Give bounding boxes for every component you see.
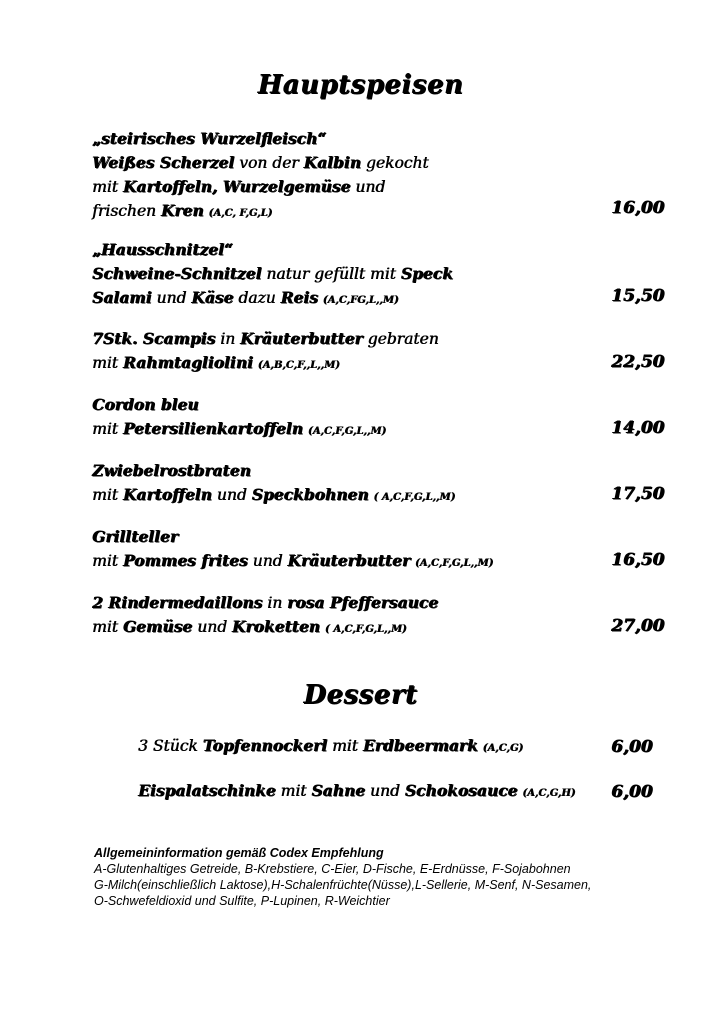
dish-text-segment: mit: [92, 552, 123, 570]
dish-line: [92, 286, 672, 312]
dish-text-segment: Salami: [92, 288, 152, 307]
allergen-info-line: G-Milch(einschließlich Laktose),H-Schalenfrüchte(Nüsse),L-Sellerie, M-Senf, N-Sesamen,: [94, 878, 592, 892]
dish-text-segment: mit: [92, 420, 123, 438]
dish-text-segment: gebraten: [362, 330, 439, 348]
dish-text-segment: 7Stk. Scampis: [92, 329, 216, 348]
dish-text-segment: in: [262, 594, 288, 612]
dish-text-segment: und: [364, 782, 405, 800]
dish-text-segment: Kartoffeln, Wurzelgemüse: [122, 177, 351, 196]
dish-item: [92, 327, 672, 377]
dish-text-segment: Zwiebelrostbraten: [92, 461, 251, 480]
allergen-info: [94, 845, 694, 909]
dish-text-segment: Speck: [400, 264, 453, 283]
dish-text-segment: in: [215, 330, 240, 348]
dish-text-segment: Kren: [160, 201, 204, 220]
dish-text-segment: Schweine-Schnitzel: [92, 264, 262, 283]
dish-item: [92, 525, 672, 575]
dish-line: [92, 175, 672, 199]
dish-text-segment: Pommes frites: [122, 551, 248, 570]
dish-price: 16,50: [611, 550, 665, 570]
dish-text-segment: Reis: [280, 288, 318, 307]
dessert-price: 6,00: [611, 737, 653, 757]
dish-text-segment: mit: [327, 737, 363, 755]
dish-item: [92, 127, 672, 225]
dish-line: [92, 351, 672, 377]
dish-text-segment: dazu: [233, 289, 281, 307]
dish-line: [92, 615, 672, 641]
dish-text-segment: Gemüse: [122, 617, 193, 636]
dish-line: [92, 417, 672, 443]
dish-text-segment: Käse: [191, 288, 234, 307]
dish-price: 14,00: [611, 418, 665, 438]
dish-line: [92, 591, 672, 615]
dish-text-segment: Kartoffeln: [122, 485, 212, 504]
dish-text-segment: Kroketten: [231, 617, 320, 636]
main-courses-heading: Hauptspeisen: [257, 70, 464, 100]
dessert-heading: Dessert: [303, 680, 418, 710]
dish-text-segment: Grillteller: [92, 527, 178, 546]
dish-line: [92, 238, 672, 262]
dish-text-segment: mit: [92, 178, 123, 196]
dish-line: [92, 393, 672, 417]
allergen-codes: (A,C,G): [482, 743, 524, 754]
dish-line: [92, 127, 672, 151]
allergen-codes: (A,C,F,G,L,,M): [414, 558, 494, 569]
dish-text-segment: mit: [275, 782, 312, 800]
dish-text-segment: und: [151, 289, 192, 307]
dish-text-segment: mit: [92, 486, 123, 504]
dish-line: [92, 549, 672, 575]
dish-text-segment: „steirisches Wurzelfleisch“: [92, 129, 327, 148]
allergen-info-line: O-Schwefeldioxid und Sulfite, P-Lupinen, R-Weichtier: [94, 894, 390, 908]
dish-price: 17,50: [611, 484, 665, 504]
dish-text-segment: rosa Pfeffersauce: [287, 593, 439, 612]
dish-text-segment: Speckbohnen: [251, 485, 369, 504]
dish-item: [92, 591, 672, 641]
dish-text-segment: „Hausschnitzel“: [92, 240, 233, 259]
dish-line: [92, 327, 672, 351]
dish-text-segment: Kalbin: [303, 153, 361, 172]
dish-text-segment: und: [192, 618, 232, 636]
dish-text-segment: und: [350, 178, 386, 196]
dish-text-segment: mit: [92, 618, 123, 636]
dish-text-segment: Schokosauce: [404, 781, 518, 800]
dessert-price: 6,00: [611, 782, 653, 802]
dish-line: [92, 525, 672, 549]
dish-text-segment: Rahmtagliolini: [122, 353, 253, 372]
dish-text-segment: und: [211, 486, 252, 504]
dessert-item: [138, 736, 523, 755]
dish-text-segment: Cordon bleu: [92, 395, 199, 414]
allergen-codes: ( A,C,F,G,L,,M): [324, 624, 407, 635]
dish-price: 15,50: [611, 286, 665, 306]
dish-text-segment: Sahne: [311, 781, 365, 800]
dish-text-segment: Petersilienkartoffeln: [122, 419, 303, 438]
dish-item: [92, 238, 672, 312]
dish-text-segment: Erdbeermark: [362, 736, 478, 755]
dish-line: [92, 459, 672, 483]
dish-item: [92, 393, 672, 443]
dish-price: 16,00: [611, 198, 665, 218]
allergen-codes: (A,B,C,F,,L,,M): [257, 360, 340, 371]
allergen-codes: ( A,C,F,G,L,,M): [373, 492, 456, 503]
dish-text-segment: 2 Rindermedaillons: [92, 593, 263, 612]
dish-line: [92, 151, 672, 175]
dish-price: 22,50: [611, 352, 665, 372]
dish-line: [92, 483, 672, 509]
dish-text-segment: Weißes Scherzel: [92, 153, 235, 172]
dish-text-segment: Topfennockerl: [202, 736, 328, 755]
allergen-codes: (A,C,F,G,L,,M): [307, 426, 387, 437]
dish-text-segment: von der: [234, 154, 304, 172]
dish-text-segment: und: [247, 552, 288, 570]
allergen-info-line: A-Glutenhaltiges Getreide, B-Krebstiere, C-Eier, D-Fische, E-Erdnüsse, F-Sojabohnen: [94, 862, 571, 876]
dish-text-segment: mit: [92, 354, 123, 372]
dish-item: [92, 459, 672, 509]
dish-text-segment: Kräuterbutter: [287, 551, 410, 570]
dish-line: [92, 199, 672, 225]
dish-text-segment: Eispalatschinke: [138, 781, 276, 800]
dish-text-segment: natur gefüllt mit: [261, 265, 401, 283]
dish-line: [92, 262, 672, 286]
dish-text-segment: frischen: [92, 202, 161, 220]
dessert-item: [138, 781, 575, 800]
allergen-codes: (A,C,G,H): [522, 788, 576, 799]
allergen-codes: (A,C, F,G,L): [208, 208, 273, 219]
allergen-codes: (A,C,FG,L,,M): [322, 295, 399, 306]
dish-text-segment: 3 Stück: [138, 737, 203, 755]
dish-text-segment: Kräuterbutter: [240, 329, 363, 348]
allergen-info-title: Allgemeininformation gemäß Codex Empfehlung: [94, 846, 384, 860]
dish-price: 27,00: [611, 616, 665, 636]
dish-text-segment: gekocht: [360, 154, 429, 172]
